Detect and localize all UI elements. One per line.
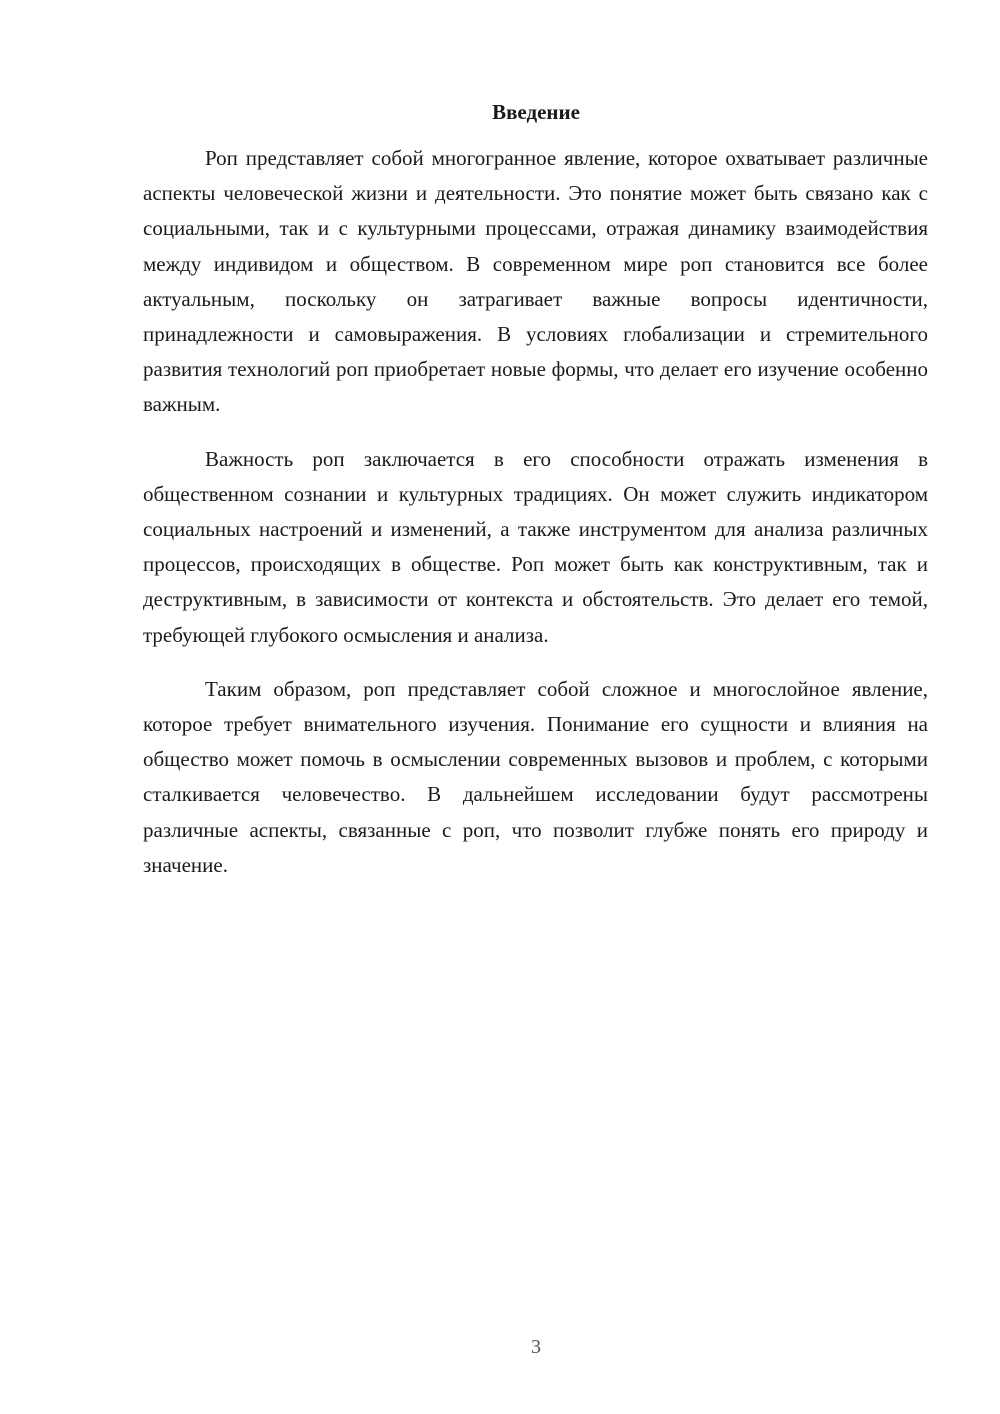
paragraph-1: Роп представляет собой многогранное явление, которое охватывает различные аспекты человеческой жизни и деятельности. Это понятие может быть связано как с социальными, так и с культурными процессами, отражая динамику взаимодействия между индивидом и обществом. В современном мире роп становится все более актуальным, поскольку он затрагивает важные вопросы идентичности, принадлежности и самовыражения. В условиях глобализации и стремительного развития технологий роп приобретает новые формы, что делает его изучение особенно важным. [143,146,928,417]
page-number: 3 [531,1336,541,1358]
paragraph-2: Важность роп заключается в его способности отражать изменения в общественном сознании и культурных традициях. Он может служить индикатором социальных настроений и изменений, а также инструментом для анализа различных процессов, происходящих в обществе. Роп может быть как конструктивным, так и деструктивным, в зависимости от контекста и обстоятельств. Это делает его темой, требующей глубокого осмысления и анализа. [143,446,928,647]
body-text [143,141,928,883]
paragraph-3: Таким образом, роп представляет собой сложное и многослойное явление, которое требует внимательного изучения. Понимание его сущности и влияния на общество может помочь в осмыслении современных вызовов и проблем, с которыми сталкивается человечество. В дальнейшем исследовании будут рассмотрены различные аспекты, связанные с роп, что позволит глубже понять его природу и значение. [143,676,928,877]
section-heading: Введение [492,100,580,124]
